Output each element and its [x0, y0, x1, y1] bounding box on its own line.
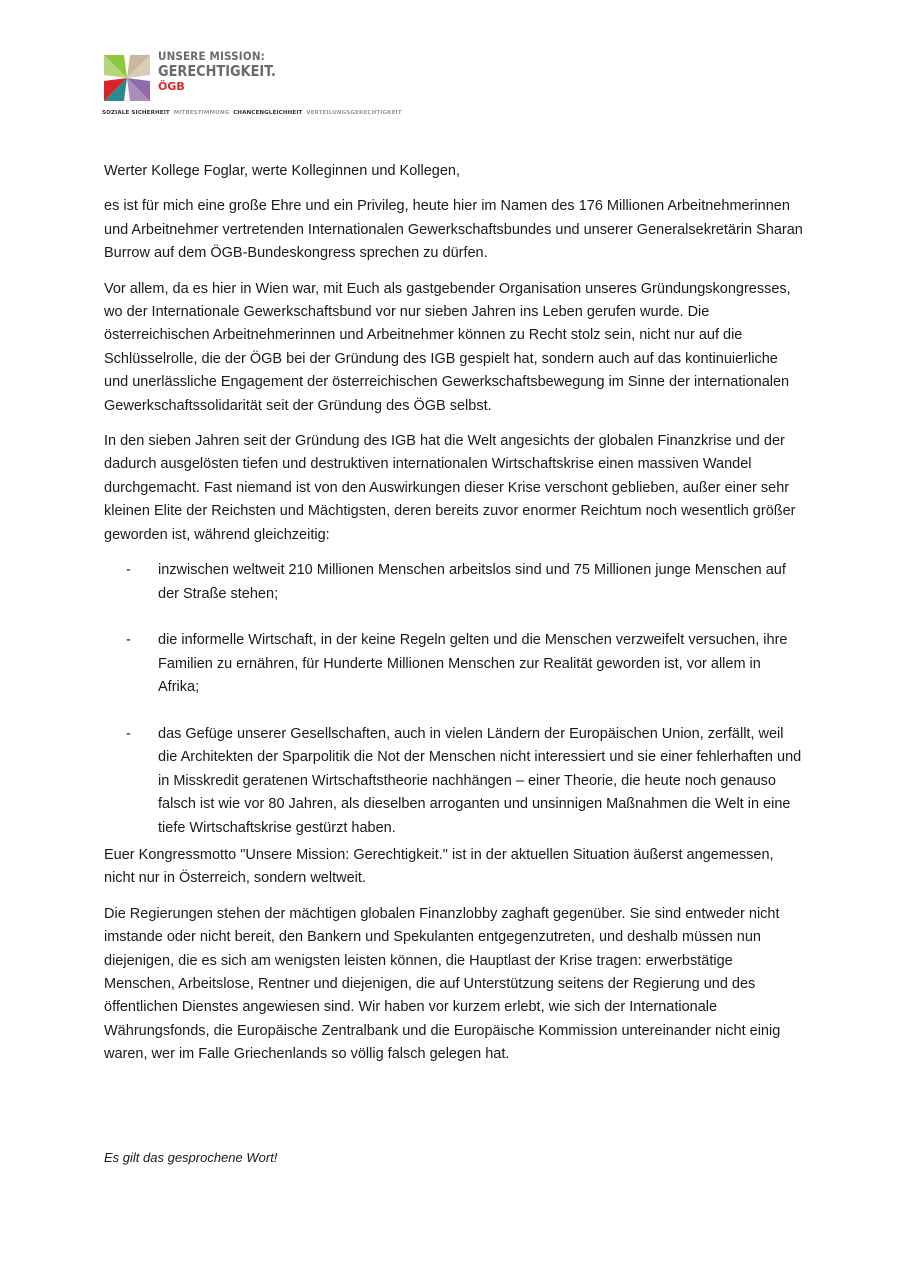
bullet-dash: -	[126, 632, 131, 649]
logo-header	[102, 50, 402, 122]
footer-note: Es gilt das gesprochene Wort!	[104, 1150, 278, 1165]
logo-line-mission: UNSERE MISSION:	[158, 49, 265, 63]
paragraph: Vor allem, da es hier in Wien war, mit Euch als gastgebender Organisation unseres Gründungskongresses, wo der Internationale Gewerkschaftsbund vor nur sieben Jahren ins Leben gerufen wurde. Die österreichischen Arbeitnehmerinnen und Arbeitnehmer können zu Recht stolz sein, nicht nur auf die Schlüsselrolle, die der ÖGB bei der Gründung des IGB gespielt hat, sondern auch auf das kontinuierliche und unerlässliche Engagement der österreichischen Gewerkschaftsbewegung im Sinne der internationalen Gewerkschaftssolidarität seit der Gründung des ÖGB selbst.	[104, 280, 791, 414]
greeting: Werter Kollege Foglar, werte Kolleginnen und Kollegen,	[104, 163, 461, 179]
logo-line-gerechtigkeit: GERECHTIGKEIT.	[158, 62, 276, 80]
paragraph: In den sieben Jahren seit der Gründung des IGB hat die Welt angesichts der globalen Finanzkrise und der dadurch ausgelösten tiefen und destruktiven internationalen Wirtschaftskrise einen massiven Wandel durchgemacht. Fast niemand ist von den Auswirkungen dieser Krise verschont geblieben, außer einer sehr kleinen Elite der Reichsten und Mächtigsten, deren bereits zuvor enormer Reichtum noch wesentlich größer geworden ist, während gleichzeitig:	[104, 433, 796, 543]
bullet-dash: -	[126, 725, 131, 742]
list-item-text: inzwischen weltweit 210 Millionen Menschen arbeitslos sind und 75 Millionen junge Menschen auf der Straße stehen;	[158, 562, 786, 602]
bullet-dash: -	[126, 562, 131, 579]
tagline-item: SOZIALE SICHERHEIT	[102, 110, 170, 116]
logo-tagline	[102, 110, 402, 116]
list-item	[104, 723, 804, 840]
paragraph: Die Regierungen stehen der mächtigen globalen Finanzlobby zaghaft gegenüber. Sie sind entweder nicht imstande oder nicht bereit, den Bankern und Spekulanten entgegenzutreten, und deshalb müssen nun diejenigen, die es sich am wenigsten leisten können, die Hauptlast der Krise tragen: erwerbstätige Menschen, Arbeitslose, Rentner und diejenigen, die auf Unterstützung seitens der Regierung und des öffentlichen Dienstes angewiesen sind. Wir haben vor kurzem erlebt, wie sich der Internationale Währungsfonds, die Europäische Zentralbank und die Europäische Kommission untereinander nicht einig waren, wer im Falle Griechenlands so völlig falsch gelegen hat.	[104, 905, 781, 1063]
paragraph: es ist für mich eine große Ehre und ein Privileg, heute hier im Namen des 176 Millionen Arbeitnehmerinnen und Arbeitnehmer vertretenden Internationalen Gewerkschaftsbundes und unserer Generalsekretärin Sharan Burrow auf dem ÖGB-Bundeskongress sprechen zu dürfen.	[104, 198, 803, 262]
list-item	[104, 629, 804, 699]
tagline-item: VERTEILUNGSGERECHTIGKEIT	[306, 110, 402, 116]
list-item-text: die informelle Wirtschaft, in der keine Regeln gelten und die Menschen verzweifelt versuchen, ihre Familien zu ernähren, für Hunderte Millionen Menschen zur Realität geworden ist, vor allem in Afrika;	[158, 632, 788, 696]
tagline-item: MITBESTIMMUNG	[173, 110, 230, 116]
logo-line-ogb: ÖGB	[158, 80, 185, 93]
logo-wordmark	[158, 50, 295, 93]
bullet-list	[104, 559, 804, 840]
ogb-pinwheel-logo-icon	[102, 53, 152, 103]
speech-body	[104, 160, 804, 1079]
paragraph: Euer Kongressmotto "Unsere Mission: Gerechtigkeit." ist in der aktuellen Situation äußerst angemessen, nicht nur in Österreich, sondern weltweit.	[104, 846, 774, 887]
tagline-item: CHANCENGLEICHHEIT	[233, 110, 303, 116]
list-item-text: das Gefüge unserer Gesellschaften, auch in vielen Ländern der Europäischen Union, zerfällt, weil die Architekten der Sparpolitik die Not der Menschen nicht interessiert und sie einer fehlerhaften und in Misskredit geratenen Wirtschaftstheorie nachhängen – einer Theorie, die heute noch genauso falsch ist wie vor 80 Jahren, als dieselben arroganten und unsinnigen Maßnahmen die Welt in eine tiefe Wirtschaftskrise gestürzt haben.	[158, 725, 802, 836]
list-item	[104, 559, 804, 606]
